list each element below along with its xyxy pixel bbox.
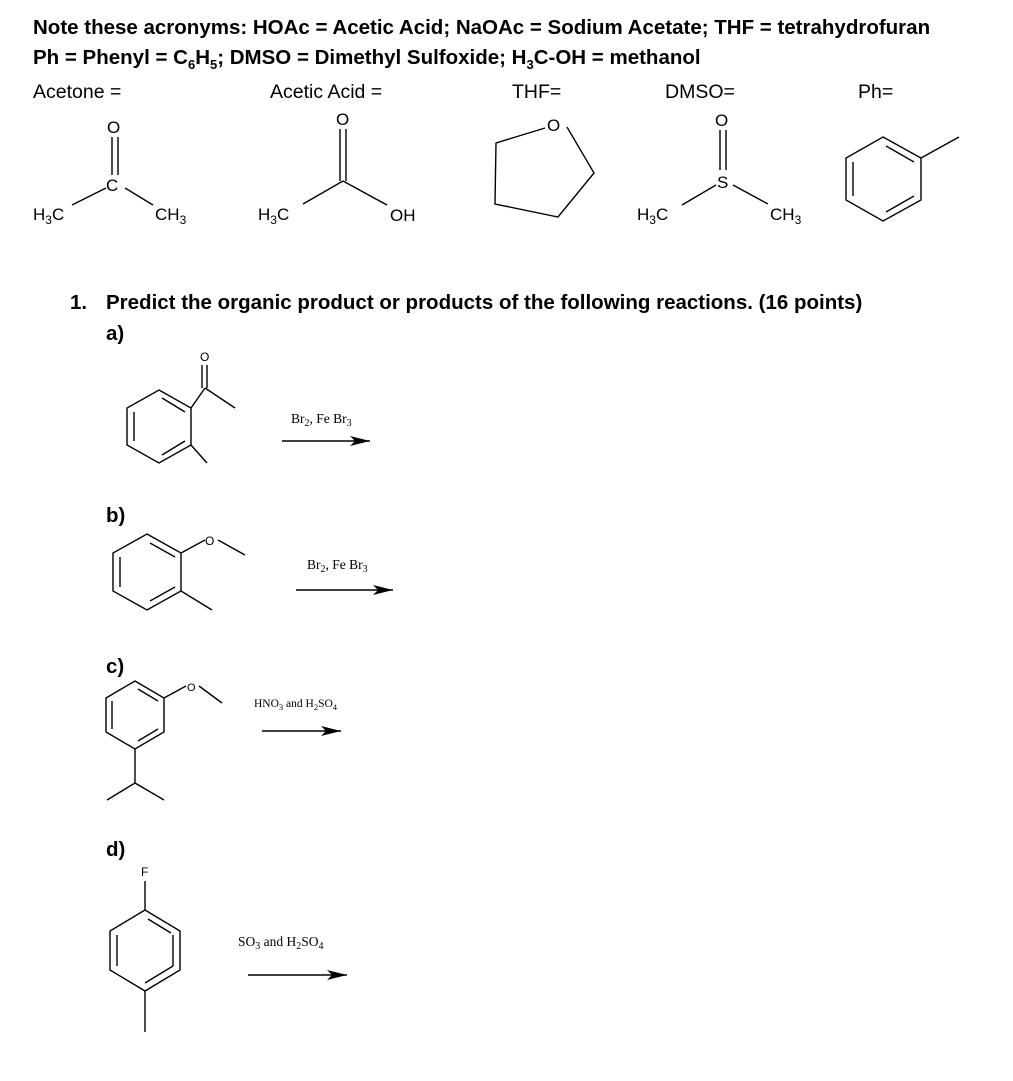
dmso-label: DMSO= xyxy=(665,81,735,103)
phenyl-structure xyxy=(846,137,959,221)
thf-label: THF= xyxy=(512,81,562,103)
acetic-acid-label: Acetic Acid = xyxy=(270,81,383,103)
acronym-note-line1: Note these acronyms: HOAc = Acetic Acid; NaOAc = Sodium Acetate; THF = tetrahydrofuran xyxy=(33,16,931,39)
acetic-acid-oh: OH xyxy=(390,206,416,225)
part-c-molecule xyxy=(106,681,222,800)
acetic-acid-structure xyxy=(258,110,416,227)
acronym-note-line2: Ph = Phenyl = $C_6H_5$; DMSO = Dimethyl Sulfoxide; $H_3C-OH$ = methanol xyxy=(33,46,701,73)
part-b-label: b) xyxy=(106,504,126,527)
part-b-reagent: $Br_2$, Fe $Br_3$ xyxy=(307,557,368,575)
acetone-structure xyxy=(33,118,187,227)
ph-label: Ph= xyxy=(858,81,894,103)
dmso-oxygen: O xyxy=(715,111,729,130)
part-c-reagent: $HNO_3$ and $H_2SO_4$ xyxy=(254,698,338,712)
part-a-oxygen: O xyxy=(200,350,210,364)
part-d-reagent: $SO_3$ and $H_2SO_4$ xyxy=(238,934,324,952)
thf-oxygen: O xyxy=(547,116,561,135)
dmso-structure xyxy=(637,111,802,227)
part-c-label: c) xyxy=(106,655,125,678)
acetic-acid-h3c: $H_3C$ xyxy=(258,205,290,227)
part-a-reagent: $Br_2$, Fe $Br_3$ xyxy=(291,411,352,429)
question-text: Predict the organic product or products of the following reactions. (16 points) xyxy=(106,291,863,314)
thf-structure xyxy=(495,116,594,217)
part-b-oxygen: O xyxy=(205,534,215,548)
acetic-acid-oxygen: O xyxy=(336,110,350,129)
acetone-carbon: C xyxy=(106,176,119,195)
part-d-label: d) xyxy=(106,838,126,861)
part-d-fluorine: F xyxy=(141,865,149,879)
part-d-molecule xyxy=(110,865,180,1032)
part-b-molecule xyxy=(113,534,245,610)
acetone-oxygen: O xyxy=(107,118,121,137)
dmso-sulfur: S xyxy=(717,173,729,192)
dmso-h3c: $H_3C$ xyxy=(637,205,669,227)
acetone-ch3-right: $CH_3$ xyxy=(155,205,187,227)
question-number: 1. xyxy=(70,291,88,314)
acetone-h3c-left: $H_3C$ xyxy=(33,205,65,227)
acetone-label: Acetone = xyxy=(33,81,122,103)
part-a-molecule xyxy=(127,350,235,463)
part-a-label: a) xyxy=(106,322,125,345)
dmso-ch3: $CH_3$ xyxy=(770,205,802,227)
part-c-oxygen: O xyxy=(187,682,196,694)
